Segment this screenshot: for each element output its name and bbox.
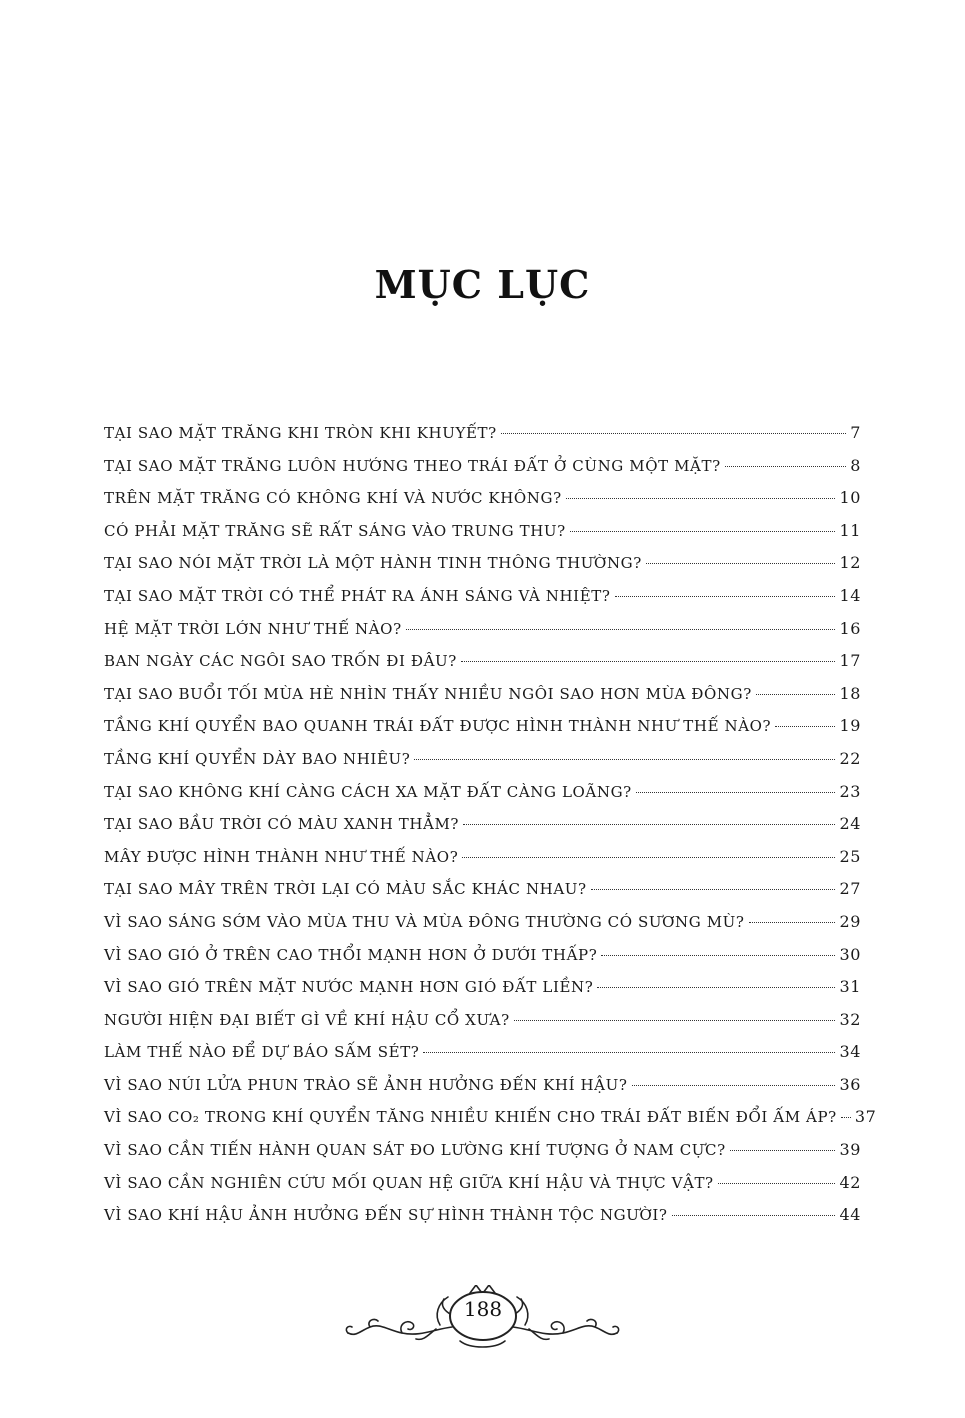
toc-entry xyxy=(104,619,861,652)
toc-entry xyxy=(104,847,861,880)
toc-entry-page: 37 xyxy=(854,1107,877,1127)
toc-entry-page: 29 xyxy=(839,911,861,931)
toc-entry-title: VÌ SAO CẦN NGHIÊN CỨU MỐI QUAN HỆ GIỮA KHÍ HẬU VÀ THỰC VẬT? xyxy=(104,1173,714,1192)
toc-entry xyxy=(104,651,861,684)
table-of-contents xyxy=(104,423,877,1238)
toc-entry-page: 42 xyxy=(839,1172,861,1192)
toc-entry-page: 39 xyxy=(839,1140,861,1160)
toc-entry-page: 25 xyxy=(839,846,861,866)
page-number: 188 xyxy=(463,1297,503,1321)
toc-entry xyxy=(104,1140,861,1173)
dot-leader xyxy=(414,759,835,760)
toc-entry-page: 32 xyxy=(839,1009,861,1029)
page-footer xyxy=(340,1285,625,1355)
dot-leader xyxy=(462,857,835,858)
dot-leader xyxy=(756,694,836,695)
toc-entry xyxy=(104,1042,861,1075)
dot-leader xyxy=(601,955,835,956)
toc-entry-title: TẠI SAO MÂY TRÊN TRỜI LẠI CÓ MÀU SẮC KHÁC NHAU? xyxy=(104,880,587,899)
toc-entry-title: VÌ SAO SÁNG SỚM VÀO MÙA THU VÀ MÙA ĐÔNG THƯỜNG CÓ SƯƠNG MÙ? xyxy=(104,912,745,931)
toc-entry xyxy=(104,912,861,945)
toc-entry-title: CÓ PHẢI MẶT TRĂNG SẼ RẤT SÁNG VÀO TRUNG THU? xyxy=(104,521,566,540)
toc-entry xyxy=(104,716,861,749)
toc-entry-page: 17 xyxy=(839,651,861,671)
dot-leader xyxy=(749,922,836,923)
toc-entry-page: 22 xyxy=(839,748,861,768)
dot-leader xyxy=(501,433,846,434)
toc-entry-page: 8 xyxy=(850,455,861,475)
toc-entry xyxy=(104,456,861,489)
toc-entry xyxy=(104,1010,861,1043)
dot-leader xyxy=(463,824,835,825)
toc-entry-title: TẠI SAO BẦU TRỜI CÓ MÀU XANH THẲM? xyxy=(104,815,460,834)
toc-entry xyxy=(104,1107,877,1140)
dot-leader xyxy=(672,1215,836,1216)
toc-entry-title: TẦNG KHÍ QUYỂN BAO QUANH TRÁI ĐẤT ĐƯỢC HÌNH THÀNH NHƯ THẾ NÀO? xyxy=(104,717,772,736)
dot-leader xyxy=(775,726,835,727)
toc-entry-page: 16 xyxy=(839,618,861,638)
toc-entry-title: TẠI SAO MẶT TRỜI CÓ THỂ PHÁT RA ÁNH SÁNG VÀ NHIỆT? xyxy=(104,586,611,605)
dot-leader xyxy=(514,1020,836,1021)
dot-leader xyxy=(646,563,836,564)
toc-entry-title: TẦNG KHÍ QUYỂN DÀY BAO NHIÊU? xyxy=(104,749,411,768)
toc-entry-title: TẠI SAO NÓI MẶT TRỜI LÀ MỘT HÀNH TINH THÔNG THƯỜNG? xyxy=(104,554,642,573)
toc-entry-page: 36 xyxy=(839,1074,861,1094)
toc-entry-page: 31 xyxy=(839,977,861,997)
toc-entry-page: 24 xyxy=(839,814,861,834)
toc-entry-title: TẠI SAO MẶT TRĂNG KHI TRÒN KHI KHUYẾT? xyxy=(104,424,497,442)
dot-leader xyxy=(725,466,847,467)
toc-entry xyxy=(104,782,861,815)
toc-entry-title: HỆ MẶT TRỜI LỚN NHƯ THẾ NÀO? xyxy=(104,619,402,638)
dot-leader xyxy=(730,1150,836,1151)
toc-entry-title: MÂY ĐƯỢC HÌNH THÀNH NHƯ THẾ NÀO? xyxy=(104,847,459,866)
dot-leader xyxy=(615,596,836,597)
toc-entry-title: BAN NGÀY CÁC NGÔI SAO TRỐN ĐI ĐÂU? xyxy=(104,652,457,671)
dot-leader xyxy=(423,1052,835,1053)
toc-entry xyxy=(104,488,861,521)
toc-entry-page: 11 xyxy=(839,520,861,540)
page-title: MỤC LỤC xyxy=(374,262,591,307)
toc-entry xyxy=(104,553,861,586)
toc-entry xyxy=(104,814,861,847)
dot-leader xyxy=(461,661,836,662)
toc-entry xyxy=(104,945,861,978)
toc-entry-page: 27 xyxy=(839,879,861,899)
toc-entry xyxy=(104,423,861,456)
toc-entry-page: 12 xyxy=(839,553,861,573)
toc-entry xyxy=(104,879,861,912)
toc-entry xyxy=(104,1075,861,1108)
toc-entry-title: TRÊN MẶT TRĂNG CÓ KHÔNG KHÍ VÀ NƯỚC KHÔNG? xyxy=(104,489,562,508)
dot-leader xyxy=(636,792,836,793)
toc-entry-page: 14 xyxy=(839,585,861,605)
toc-entry-page: 10 xyxy=(839,488,861,508)
toc-entry-title: LÀM THẾ NÀO ĐỂ DỰ BÁO SẤM SÉT? xyxy=(104,1043,420,1062)
toc-entry-page: 30 xyxy=(839,944,861,964)
toc-entry-page: 7 xyxy=(850,423,861,442)
dot-leader xyxy=(597,987,835,988)
dot-leader xyxy=(570,531,836,532)
toc-entry xyxy=(104,684,861,717)
dot-leader xyxy=(841,1117,851,1118)
toc-entry-title: VÌ SAO GIÓ TRÊN MẶT NƯỚC MẠNH HƠN GIÓ ĐẤT LIỀN? xyxy=(104,978,594,997)
toc-entry-title: NGƯỜI HIỆN ĐẠI BIẾT GÌ VỀ KHÍ HẬU CỔ XƯA? xyxy=(104,1010,510,1029)
toc-entry-title: VÌ SAO NÚI LỬA PHUN TRÀO SẼ ẢNH HƯỞNG ĐẾN KHÍ HẬU? xyxy=(104,1075,628,1094)
toc-entry-page: 23 xyxy=(839,781,861,801)
toc-entry xyxy=(104,1173,861,1206)
dot-leader xyxy=(591,889,836,890)
toc-entry-title: VÌ SAO CO₂ TRONG KHÍ QUYỂN TĂNG NHIỀU KHIẾN CHO TRÁI ĐẤT BIẾN ĐỔI ẤM ÁP? xyxy=(104,1108,837,1127)
toc-entry-title: TẠI SAO BUỔI TỐI MÙA HÈ NHÌN THẤY NHIỀU NGÔI SAO HƠN MÙA ĐÔNG? xyxy=(104,684,752,703)
toc-entry xyxy=(104,586,861,619)
toc-entry xyxy=(104,1205,861,1238)
toc-entry-title: VÌ SAO GIÓ Ở TRÊN CAO THỔI MẠNH HƠN Ở DƯỚI THẤP? xyxy=(104,945,598,964)
dot-leader xyxy=(406,629,836,630)
toc-entry-page: 34 xyxy=(839,1042,861,1062)
toc-entry xyxy=(104,977,861,1010)
toc-entry-page: 18 xyxy=(839,683,861,703)
toc-entry-page: 19 xyxy=(839,716,861,736)
toc-entry-page: 44 xyxy=(839,1205,861,1225)
dot-leader xyxy=(632,1085,836,1086)
toc-entry-title: VÌ SAO CẦN TIẾN HÀNH QUAN SÁT ĐO LƯỜNG KHÍ TƯỢNG Ở NAM CỰC? xyxy=(104,1141,726,1160)
toc-entry xyxy=(104,521,861,554)
toc-entry-title: TẠI SAO MẶT TRĂNG LUÔN HƯỚNG THEO TRÁI ĐẤT Ở CÙNG MỘT MẶT? xyxy=(104,456,721,475)
toc-entry-title: VÌ SAO KHÍ HẬU ẢNH HƯỞNG ĐẾN SỰ HÌNH THÀNH TỘC NGƯỜI? xyxy=(104,1206,668,1225)
dot-leader xyxy=(718,1183,836,1184)
toc-entry-title: TẠI SAO KHÔNG KHÍ CÀNG CÁCH XA MẶT ĐẤT CÀNG LOÃNG? xyxy=(104,782,632,801)
dot-leader xyxy=(566,498,836,499)
toc-entry xyxy=(104,749,861,782)
